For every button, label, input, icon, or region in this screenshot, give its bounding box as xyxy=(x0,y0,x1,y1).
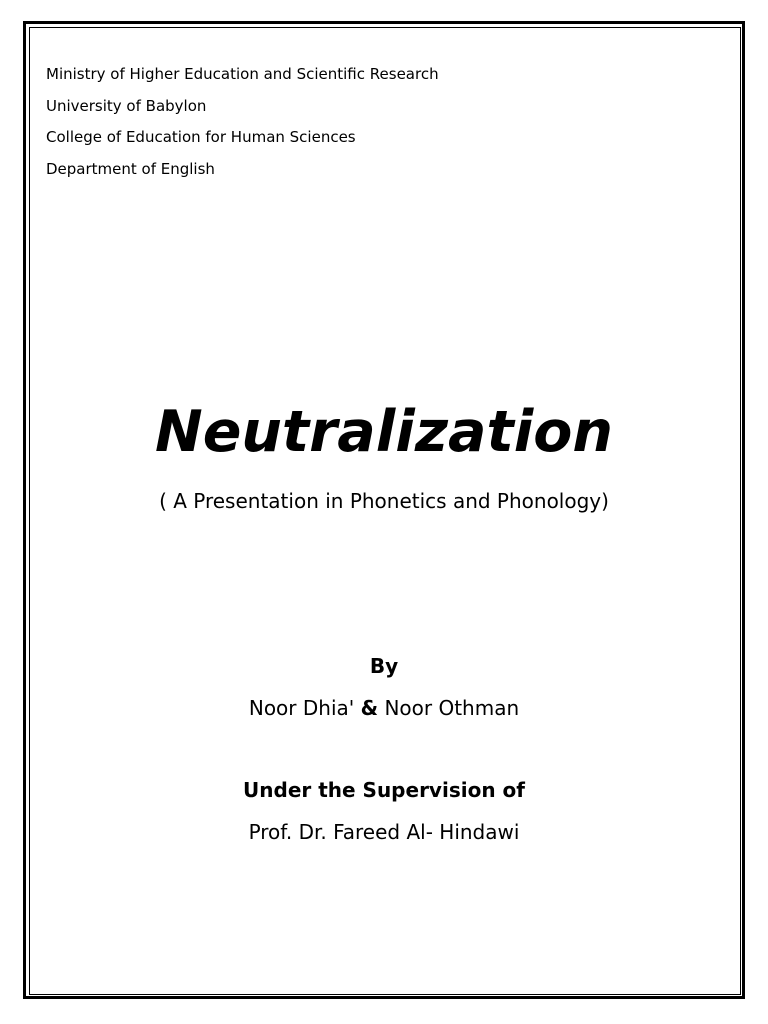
document-subtitle: ( A Presentation in Phonetics and Phonology) xyxy=(159,489,609,513)
document-title: Neutralization xyxy=(154,399,613,465)
author-first: Noor Dhia' xyxy=(248,696,355,720)
supervision-label: Under the Supervision of xyxy=(243,778,525,802)
author-second: Noor Othman xyxy=(384,696,520,720)
college-line: College of Education for Human Sciences xyxy=(46,128,356,147)
authors-line xyxy=(0,694,768,722)
ministry-line: Ministry of Higher Education and Scientific Research xyxy=(46,65,439,83)
supervisor-name: Prof. Dr. Fareed Al- Hindawi xyxy=(248,820,520,844)
university-line: University of Babylon xyxy=(46,96,207,115)
author-separator: & xyxy=(360,696,379,720)
institution-header xyxy=(46,62,439,189)
department-line: Department of English xyxy=(46,160,215,179)
by-label: By xyxy=(369,654,399,678)
